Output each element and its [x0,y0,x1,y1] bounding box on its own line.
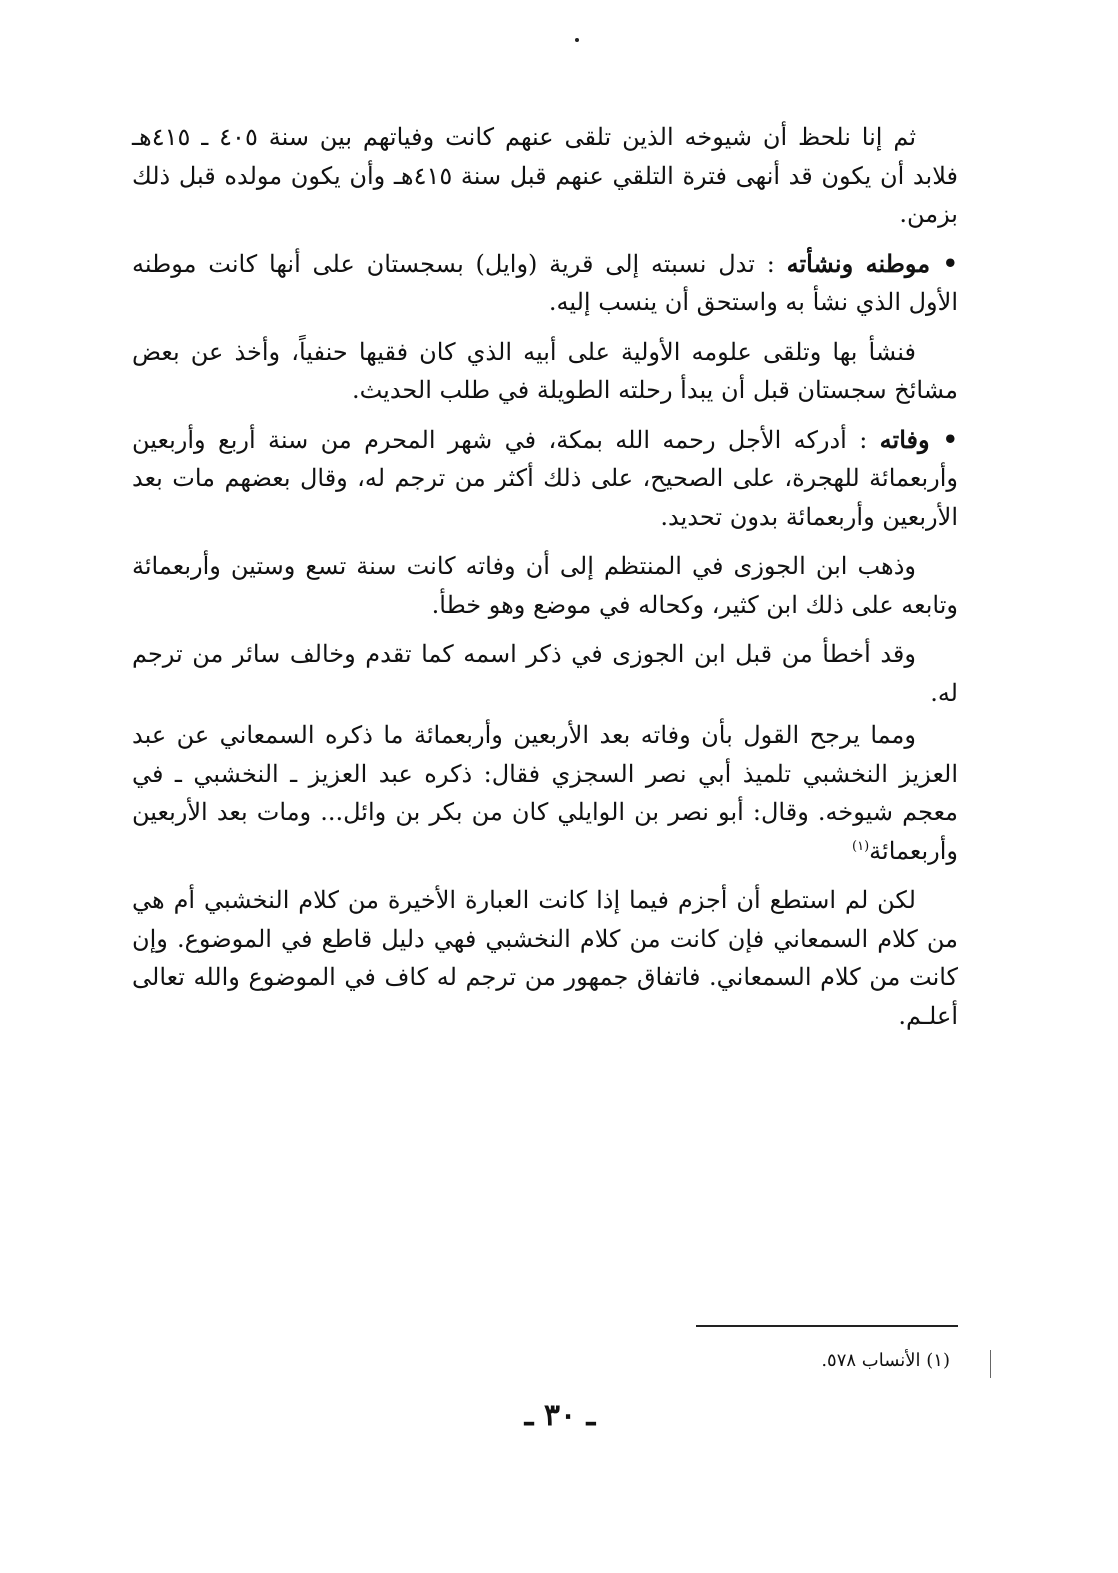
section-term-homeland: • موطنه ونشأته [786,248,958,278]
paragraph-samani-evidence [132,716,958,870]
paragraph-text: لكن لم استطع أن أجزم فيما إذا كانت العبارة الأخيرة من كلام النخشبي أم هي من كلام السمعاني فإن كانت من كلام النخشبي فهي دليل قاطع في الموضوع. وإن كانت من كلام السمعاني. فاتفاق جمهور من ترجم له كاف في الموضوع والله تعالى أعلـم. [132,886,958,1030]
paragraph-text: وذهب ابن الجوزى في المنتظم إلى أن وفاته كانت سنة تسع وستين وأربعمائة وتابعه على ذلك ابن كثير، وكحاله في موضع وهو خطأ. [132,552,958,619]
paragraph-text: وقد أخطأ من قبل ابن الجوزى في ذكر اسمه كما تقدم وخالف سائر من ترجم له. [132,640,958,707]
body-text [132,118,958,1046]
paragraph-error-note [132,635,958,712]
scan-speck [575,38,579,42]
paragraph-conclusion [132,881,958,1035]
paragraph-teachers-dates [132,118,958,234]
paragraph-text: ثم إنا نلحظ أن شيوخه الذين تلقى عنهم كانت وفياتهم بين سنة ٤٠٥ ـ ٤١٥هـ فلابد أن يكون قد أنهى فترة التلقي عنهم قبل سنة ٤١٥هـ وأن يكون مولده قبل ذلك بزمن. [132,123,958,228]
footnote-reference[interactable]: (١) [852,838,870,854]
footnote: (١) الأنساب ٥٧٨. [821,1350,950,1371]
paragraph-text: فنشأ بها وتلقى علومه الأولية على أبيه الذي كان فقيها حنفياً، وأخذ عن بعض مشائخ سجستان قبل أن يبدأ رحلته الطويلة في طلب الحديث. [132,337,958,404]
paragraph-text: : أدركه الأجل رحمه الله بمكة، في شهر المحرم من سنة أربع وأربعين وأربعمائة للهجرة، على الصحيح، على ذلك أكثر من ترجم له، وقال بعضهم مات بعد الأربعين وأربعمائة بدون تحديد. [132,425,958,531]
section-term-death: • وفاته [879,424,958,454]
page-number: ـ ٣٠ ـ [524,1398,596,1433]
paragraph-text: : تدل نسبته إلى قرية (وايل) بسجستان على أنها كانت موطنه الأول الذي نشأ به واستحق أن ينسب إليه. [132,249,958,316]
paragraph-ibn-jawzi [132,547,958,624]
paragraph-text: ومما يرجح القول بأن وفاته بعد الأربعين وأربعمائة ما ذكره السمعاني عن عبد العزيز النخشبي تلميذ أبي نصر السجزي فقال: ذكره عبد العزيز ـ النخشبي ـ في معجم شيوخه. وقال: أبو نصر بن الوايلي كان من بكر بن وائل... ومات بعد الأربعين وأربعمائة [132,721,958,865]
paragraph-upbringing [132,333,958,410]
paragraph-homeland [132,245,958,322]
footnote-divider [696,1325,958,1327]
paragraph-death [132,421,958,537]
margin-mark [990,1350,991,1378]
